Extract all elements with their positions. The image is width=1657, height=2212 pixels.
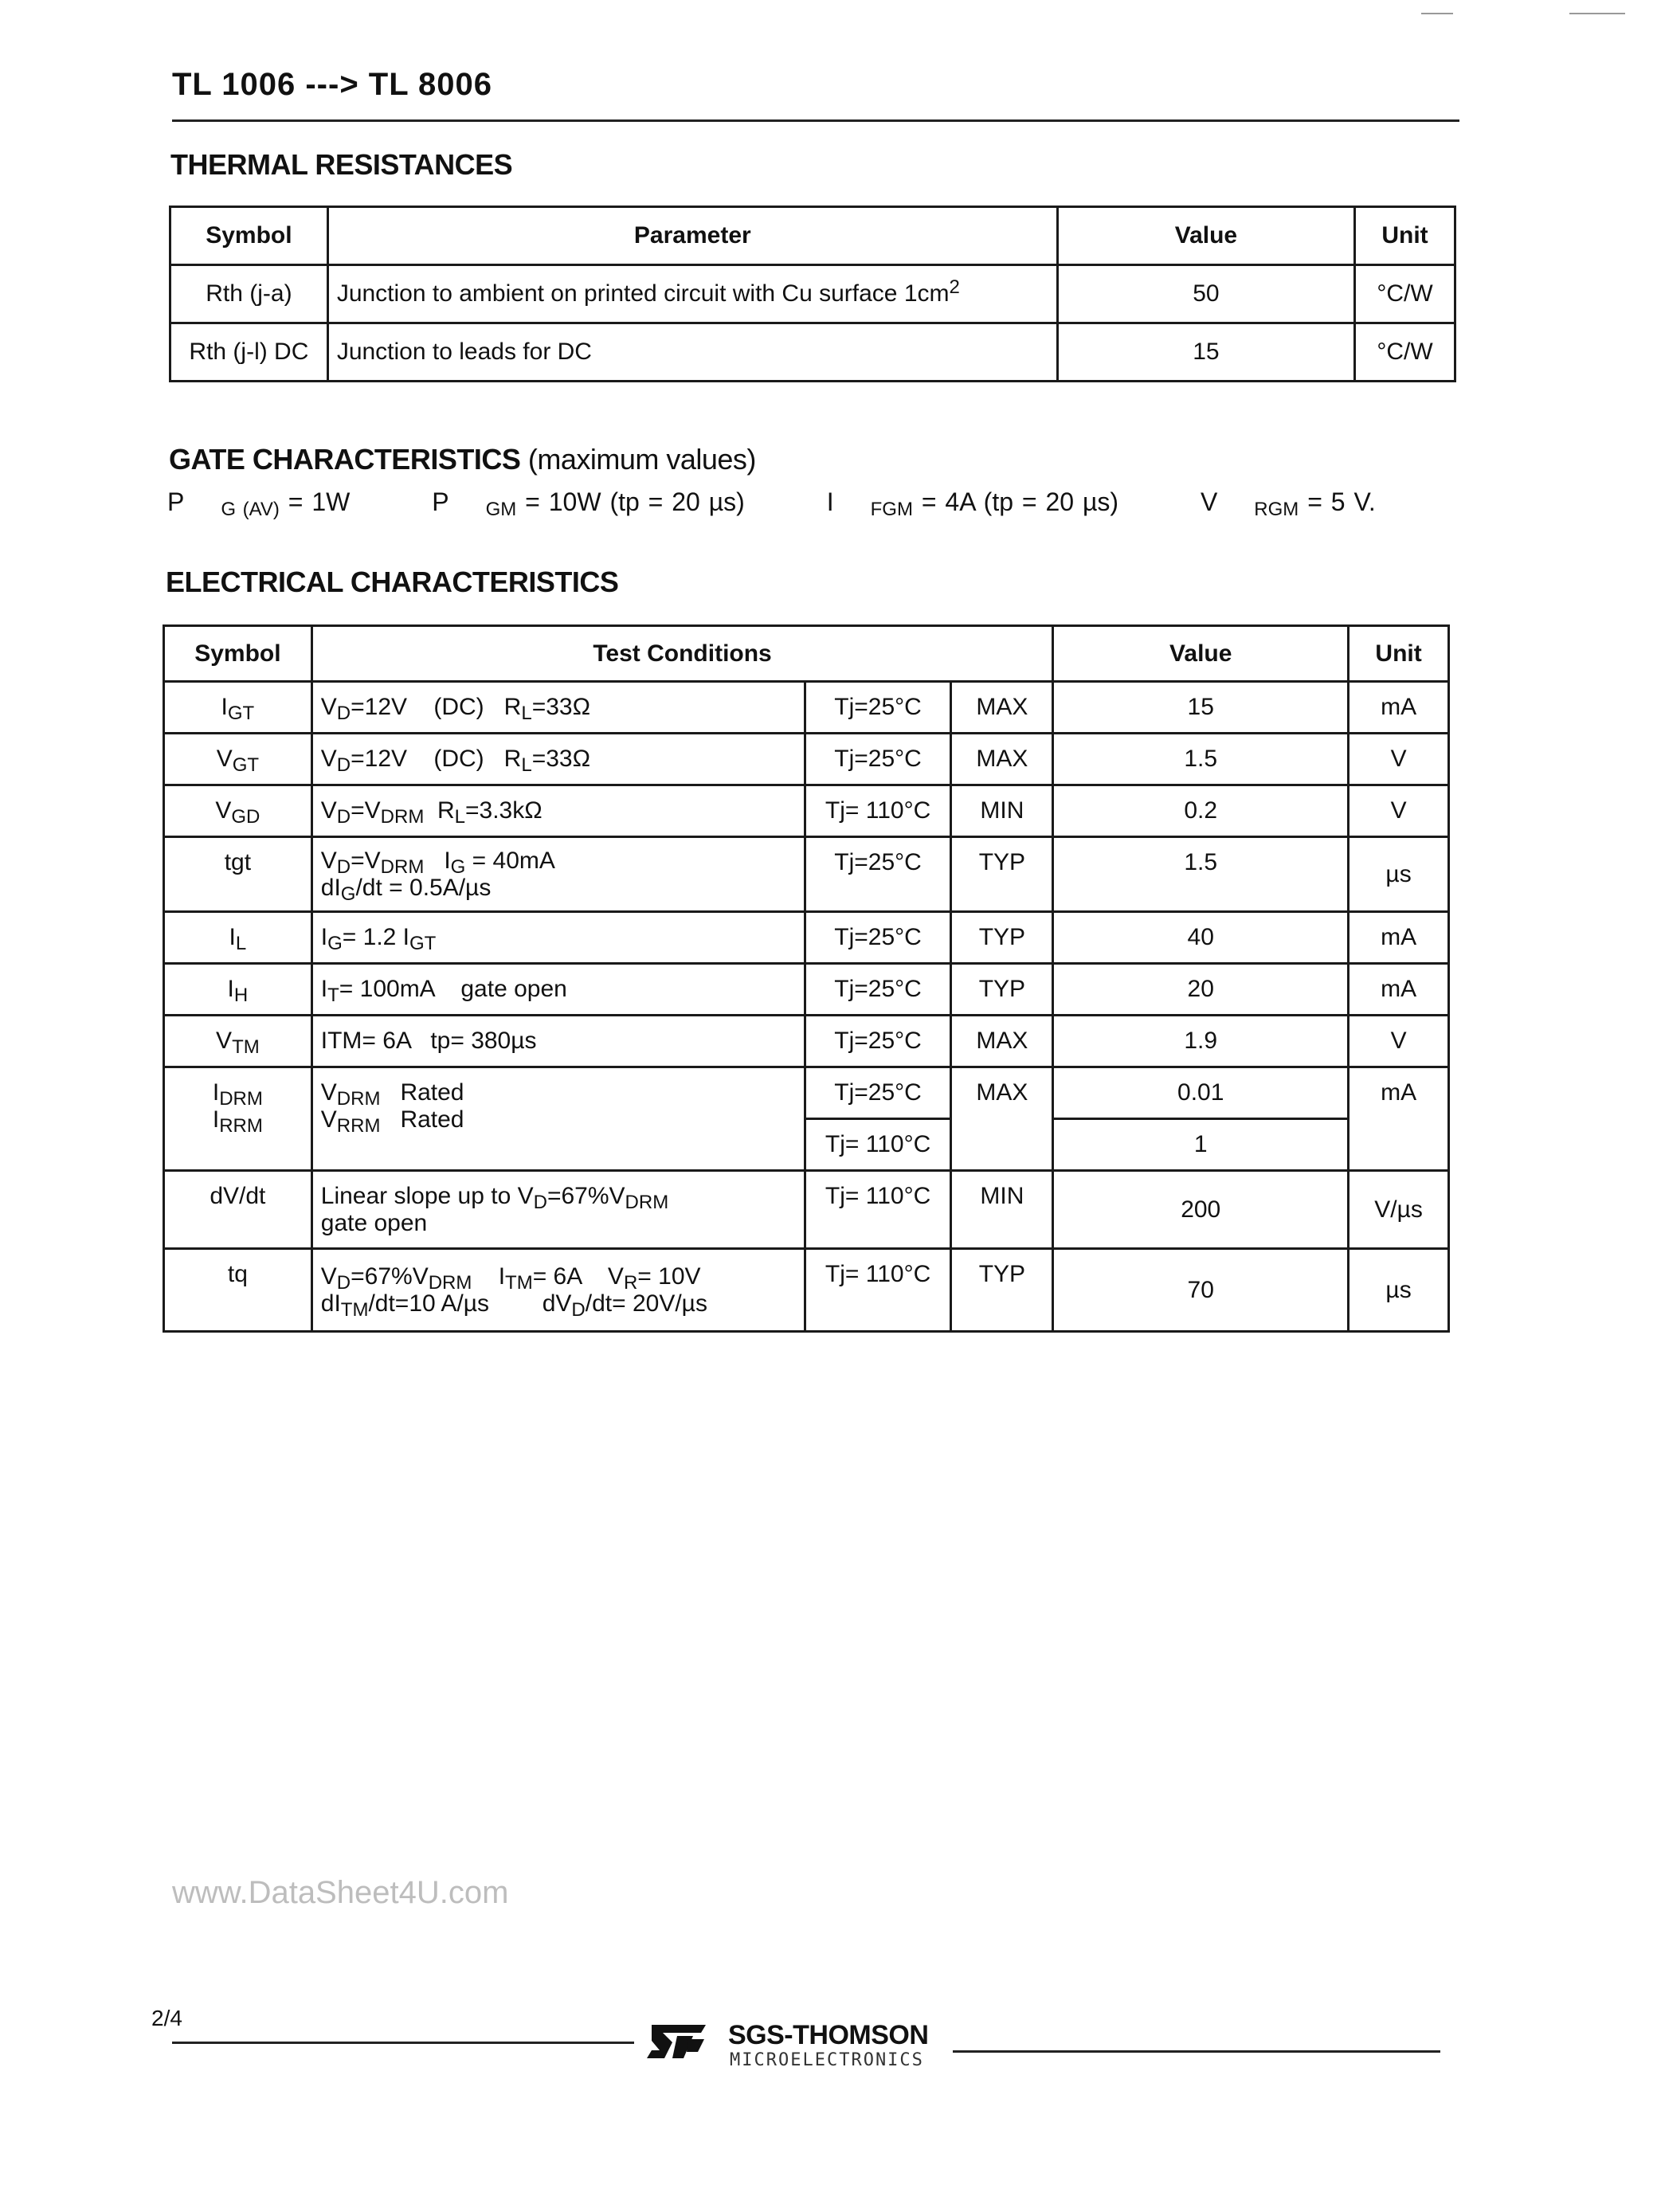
parameter-cell: Junction to leads for DC [327, 323, 1057, 382]
table-row [164, 912, 1449, 964]
limit-cell: MAX [951, 682, 1053, 734]
value-cell: 70 [1053, 1249, 1349, 1332]
value-cell: 1.5 [1053, 837, 1349, 912]
gate-parameters [167, 487, 1449, 520]
value-cell: 20 [1053, 964, 1349, 1016]
condition-cell: $V_D=67\%V_{DRM}$ $I_{TM}= 6A$ $V_R= 10V$ $dI_{TM}/dt=10$ A/µs $dV_D/dt= 20V/\mu s$ [311, 1249, 805, 1332]
symbol-cell: $I_H$ [164, 964, 312, 1016]
col-header: Value [1057, 207, 1354, 265]
limit-cell: MIN [951, 785, 1053, 837]
st-logo-icon [645, 2020, 709, 2063]
watermark: www.DataSheet4U.com [172, 1875, 509, 1910]
tj-cell: Tj=25°C [805, 734, 951, 785]
tj-cell: Tj=25°C [805, 837, 951, 912]
tj-cell: Tj=25°C [805, 964, 951, 1016]
table-row [164, 1067, 1449, 1119]
unit-cell: V [1349, 785, 1449, 837]
symbol-cell: $V_{TM}$ [164, 1016, 312, 1067]
limit-cell: TYP [951, 837, 1053, 912]
table-row [170, 323, 1455, 382]
condition-cell: $I_G= 1.2$ $I_{GT}$ [311, 912, 805, 964]
table-header-row [164, 626, 1449, 682]
unit-cell: µs [1349, 1249, 1449, 1332]
table-row [170, 265, 1455, 323]
parameter-text: Junction to ambient on printed circuit with Cu surface 1cm [336, 280, 950, 307]
table-row [164, 785, 1449, 837]
gate-heading-note: (maximum values) [527, 443, 756, 476]
col-header: Symbol [164, 626, 312, 682]
limit-cell: MAX [951, 1016, 1053, 1067]
brand-name: SGS-THOMSON [728, 2020, 929, 2050]
footer-rule [953, 2050, 1440, 2053]
limit-cell: MAX [951, 1067, 1053, 1171]
symbol-cell: dV/dt [164, 1171, 312, 1249]
limit-cell: MIN [951, 1171, 1053, 1249]
table-row [164, 837, 1449, 912]
symbol-cell: Rth (j-l) DC [170, 323, 328, 382]
tj-cell: Tj=25°C [805, 1016, 951, 1067]
unit-cell: mA [1349, 912, 1449, 964]
ifgm-param: I $_{FGM}$ = 4A (tp = 20 µs) [826, 487, 1119, 520]
limit-cell: TYP [951, 912, 1053, 964]
condition-cell: $V_D=12V$ (DC) $R_L=33\Omega$ [311, 682, 805, 734]
value-cell: 15 [1053, 682, 1349, 734]
col-header: Unit [1355, 207, 1455, 265]
tj-cell: Tj= 110°C [805, 1249, 951, 1332]
value-cell: 50 [1057, 265, 1354, 323]
condition-cell: $V_D=V_{DRM}$ $I_G = 40mA$ $dI_G/dt = 0.5A/\mu s$ [311, 837, 805, 912]
footer-rule [172, 2042, 634, 2044]
gate-heading-text: GATE CHARACTERISTICS [169, 443, 521, 476]
vrgm-param: V $_{RGM}$ = 5 V. [1200, 487, 1376, 520]
col-header: Test Conditions [311, 626, 1053, 682]
unit-cell: °C/W [1355, 265, 1455, 323]
parameter-cell [327, 265, 1057, 323]
brand-subtitle: MICROELECTRONICS [730, 2050, 924, 2070]
symbol-cell: tq [164, 1249, 312, 1332]
symbol-cell: $I_{GT}$ [164, 682, 312, 734]
col-header: Symbol [170, 207, 328, 265]
limit-cell: MAX [951, 734, 1053, 785]
col-header: Parameter [327, 207, 1057, 265]
electrical-heading: ELECTRICAL CHARACTERISTICS [166, 566, 619, 598]
header-rule [172, 119, 1459, 122]
thermal-table [169, 206, 1456, 382]
tj-cell: Tj= 110°C [805, 785, 951, 837]
tj-cell: Tj=25°C [805, 682, 951, 734]
tj-cell: Tj= 110°C [805, 1171, 951, 1249]
symbol-cell: tgt [164, 837, 312, 912]
table-row [164, 1249, 1449, 1332]
value-cell: 1.9 [1053, 1016, 1349, 1067]
electrical-table [163, 624, 1450, 1333]
value-cell: 1.5 [1053, 734, 1349, 785]
unit-cell: V [1349, 734, 1449, 785]
limit-cell: TYP [951, 964, 1053, 1016]
symbol-cell: $V_{GT}$ [164, 734, 312, 785]
scan-mark [1421, 13, 1453, 14]
pg-av-param: P $_{G (AV)}$ = 1W [167, 487, 351, 520]
value-cell: 15 [1057, 323, 1354, 382]
scan-mark [1569, 13, 1625, 14]
symbol-cell: $V_{GD}$ [164, 785, 312, 837]
tj-cell: Tj=25°C [805, 912, 951, 964]
thermal-heading: THERMAL RESISTANCES [170, 148, 513, 181]
gate-heading [169, 443, 756, 476]
condition-cell: $V_D=V_{DRM}$ $R_L=3.3k\Omega$ [311, 785, 805, 837]
unit-cell: mA [1349, 964, 1449, 1016]
condition-cell: $I_T= 100mA$ gate open [311, 964, 805, 1016]
condition-cell: $V_{DRM}$ Rated $V_{RRM}$ Rated [311, 1067, 805, 1171]
page-title: TL 1006 ---> TL 8006 [172, 67, 493, 102]
symbol-cell: $I_{DRM}$ $I_{RRM}$ [164, 1067, 312, 1171]
page-number: 2/4 [151, 2006, 182, 2030]
unit-cell: V/µs [1349, 1171, 1449, 1249]
condition-cell: ITM= 6A tp= 380µs [311, 1016, 805, 1067]
condition-cell: Linear slope up to $V_D=67\%V_{DRM}$ gate open [311, 1171, 805, 1249]
condition-cell: $V_D=12V$ (DC) $R_L=33\Omega$ [311, 734, 805, 785]
table-row [164, 964, 1449, 1016]
table-row [164, 682, 1449, 734]
table-header-row [170, 207, 1455, 265]
unit-cell: V [1349, 1016, 1449, 1067]
table-row [164, 1016, 1449, 1067]
unit-cell: mA [1349, 682, 1449, 734]
table-row [164, 1171, 1449, 1249]
col-header: Value [1053, 626, 1349, 682]
col-header: Unit [1349, 626, 1449, 682]
limit-cell: TYP [951, 1249, 1053, 1332]
value-cell: 0.01 [1053, 1067, 1349, 1119]
pgm-param: P $_{GM}$ = 10W (tp = 20 µs) [432, 487, 745, 520]
value-cell: 40 [1053, 912, 1349, 964]
value-cell: 1 [1053, 1119, 1349, 1171]
symbol-cell: Rth (j-a) [170, 265, 328, 323]
symbol-cell: $I_L$ [164, 912, 312, 964]
unit-cell: µs [1349, 837, 1449, 912]
table-row [164, 734, 1449, 785]
value-cell: 200 [1053, 1171, 1349, 1249]
superscript: 2 [949, 276, 960, 298]
unit-cell: °C/W [1355, 323, 1455, 382]
value-cell: 0.2 [1053, 785, 1349, 837]
unit-cell: mA [1349, 1067, 1449, 1171]
tj-cell: Tj=25°C [805, 1067, 951, 1119]
tj-cell: Tj= 110°C [805, 1119, 951, 1171]
